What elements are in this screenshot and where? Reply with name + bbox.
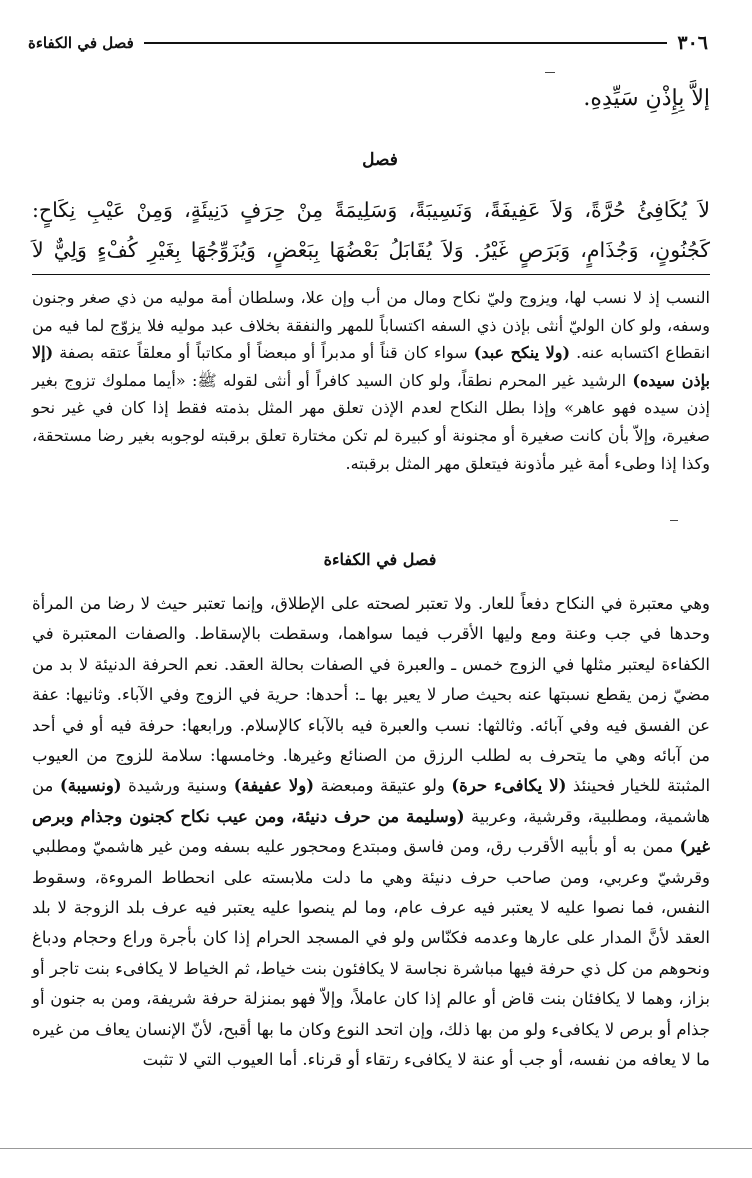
matn-continuation: إلاَّ بِإِذْنِ سَيِّدِهِ. [583, 86, 710, 111]
matn-quote: (وسليمة من حرف دنيئة، ومن عيب نكاح كجنون وجذام وبرص غير) [32, 806, 711, 857]
commentary-text: ولو عتيقة ومبعضة [320, 776, 445, 796]
kafaa-heading: فصل في الكفاءة [323, 550, 437, 569]
running-header [28, 30, 708, 56]
matn-quote: (ولا عفيفة) [233, 776, 315, 796]
matn-quote: (ونسيبة) [59, 776, 122, 796]
commentary-text: سواء كان قناً أو مدبراً أو مبعضاً أو مكاتباً أو معلقاً عتقه بصفة [59, 343, 468, 363]
header-rule [144, 42, 668, 44]
page-number: ٣٠٦ [677, 32, 708, 54]
scan-mark [670, 520, 678, 521]
matn-quote: (ولا ينكح عبد) [473, 343, 571, 363]
commentary-text: ممن به أو بأبيه الأقرب رق، ومن فاسق ومبتدع ومحجور عليه بسفه ومن غير هاشميّ ومطلبي وقرشيّ وعربي، ومن صاحب حرف دنيئة وهي ما دلت ملابسته على انحطاط المروءة، وسقوط النفس، فما نصوا عليه لا يعتبر فيه عرف عام، وما لم ينصوا عليه يعتبر فيه عرف بلد الزوجة لا بلد العقد لأنَّ المدار على عارها وعدمه فكنّاس ولو في المسجد الحرام إذا كان بأجرة وراع وحجام ودباغ ونحوهم من كل ذي حرفة فيها مباشرة نجاسة لا يكافئون بنت خياط، ثم الخياط لا يكافىء بنت تاجر أو بزاز، وهما لا يكافئان بنت قاض أو عالم إذا كان عاملاً، وإلاّ فهو بمنزلة حرفة شريفة، ومن به جنون أو جذام أو برص لا يكافىء ولو من بها ذلك، وإن اتحد النوع وكان ما بها أقبح، لأنّ الإنسان يعاف من غيره ما لا يعافه من نفسه، أو جب أو عنة لا يكافىء رتقاء أو قرناء. أما العيوب التي لا تثبت [32, 837, 710, 1070]
commentary-paragraph-2 [32, 589, 710, 1076]
section-heading: فصل [362, 150, 398, 170]
matn-text: لاَ يُكَافِئُ حُرَّةً، وَلاَ عَفِيفَةً، وَنَسِيبَةً، وَسَلِيمَةً مِنْ حِرَفٍ دَنِيئَةٍ، وَمِنْ عَيْبِ نِكَاحٍ: كَجُنُونٍ، وَجُذَامٍ، وَبَرَصٍ غَيْرُ. وَلاَ يُقَابَلُ بَعْضُهَا بِبَعْضٍ، وَيُزَوِّجُهَا بِغَيْرِ كُفْءٍ وَلِيٌّ لاَ [32, 198, 710, 262]
matn-sharh-divider [32, 274, 710, 275]
commentary-text: وهي معتبرة في النكاح دفعاً للعار. ولا تعتبر لصحته على الإطلاق، وإنما تعتبر حيث لا رضا من المرأة وحدها في جب وعنة ومع وليها الأقرب فيما سواهما، وسقطت بالإسقاط. والصفات المعتبرة في الكفاءة ليعتبر مثلها في الزوج خمس ـ والعبرة في الصفات بحالة العقد. نعم الحرفة الدنيئة لا بد من مضيّ زمن يقطع نسبتها عنه بحيث صار لا يعير بها ـ: أحدها: حرية في الزوج وفي الآباء. وثانيها: عفة عن الفسق فيه وفي آبائه. وثالثها: نسب والعبرة فيه بالآباء كالإسلام. ورابعها: حرفة فيه أو في أحد من آبائه وهي ما يتحرف به لطلب الرزق من الصنائع وغيرها. وخامسها: سلامة للزوج من العيوب المثبتة للخيار فحينئذ [32, 594, 711, 796]
commentary-text: وسنية ورشيدة [128, 776, 228, 796]
matn-quote: (لا يكافىء حرة) [451, 776, 567, 796]
scan-mark [545, 72, 555, 73]
commentary-text: النسب إذ لا نسب لها، ويزوج وليّ نكاح ومال من أب وإن علا، وسلطان أمة موليه من ذي صغر وجنون وسفه، ولو كان الوليّ أنثى بإذن ذي السفه اكتساباً للمهر والنفقة بخلاف عبد موليه فلا يزوّج لما فيه من انقطاع اكتسابه عنه. [32, 288, 710, 363]
running-title: فصل في الكفاءة [28, 34, 134, 52]
page-bottom-edge [0, 1148, 752, 1149]
commentary-paragraph-1 [32, 284, 710, 477]
commentary-text: الرشيد غير المحرم نطقاً، ولو كان السيد كافراً أو أنثى لقوله ﷺ: «أيما مملوك تزوج بغير إذن سيده فهو عاهر» وإذا بطل النكاح لعدم الإذن تعلق مهر المثل بذمته فقط إذا كان في غير نحو صغيرة، وإلاّ بأن كانت صغيرة أو مجنونة أو كبيرة لم تكن مختارة تعلق برقبته لوجوبه بغير رضا مستحقة، وكذا إذا وطىء أمة غير مأذونة فيتعلق مهر المثل برقبته. [32, 370, 710, 473]
matn-quote: (إلا بإذن سيده) [32, 343, 711, 390]
commentary-text: من هاشمية، ومطلبية، وقرشية، وعربية [32, 776, 710, 826]
